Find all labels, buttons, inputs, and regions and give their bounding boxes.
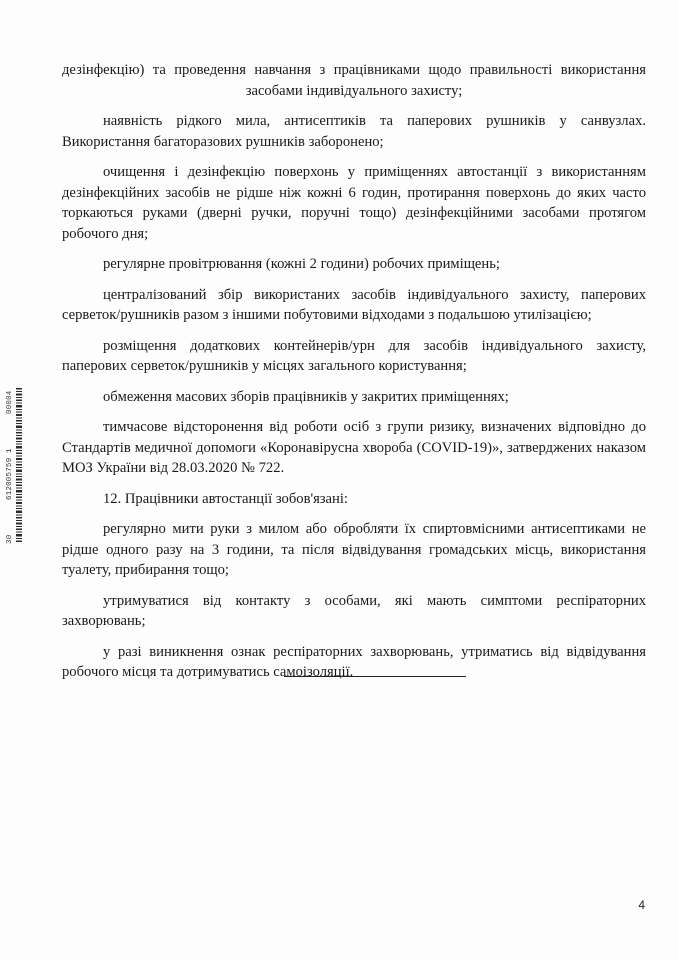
list-item: регулярне провітрювання (кожні 2 години) робочих приміщень; xyxy=(103,256,500,272)
paragraph-continuation: дезінфекцію) та проведення навчання з працівниками щодо правильності використання засобами індивідуального захисту; xyxy=(62,62,646,99)
list-item: очищення і дезінфекцію поверхонь у приміщеннях автостанції з використанням дезінфекційних засобів не рідше ніж кожні 6 годин, протирання поверхонь до яких часто торкаються руками (дверні ручки, поручні тощо) дезінфекційними засобами протягом робочого дня; xyxy=(62,164,646,242)
barcode-number-part: 612005759 1 xyxy=(6,448,14,500)
list-item: наявність рідкого мила, антисептиків та паперових рушників у санвузлах. Використання багаторазових рушників заборонено; xyxy=(62,113,646,150)
barcode-number xyxy=(6,390,22,544)
document-body xyxy=(62,60,646,693)
page-number: 4 xyxy=(638,898,645,912)
signature-line xyxy=(284,676,466,677)
list-item: регулярно мити руки з милом або обробляти їх спиртовмісними антисептиками не рідше одного разу на 3 години, та після відвідування громадських місць, використання туалету, прибирання тощо; xyxy=(62,521,646,578)
barcode-number-part: 00004 xyxy=(6,390,14,414)
list-item: утримуватися від контакту з особами, які мають симптоми респіраторних захворювань; xyxy=(62,592,646,629)
list-item: у разі виникнення ознак респіраторних захворювань, утриматись від відвідування робочого місця та дотримуватись самоізоляції. xyxy=(62,643,646,680)
barcode-number-part: 30 xyxy=(6,534,14,544)
list-item: централізований збір використаних засобів індивідуального захисту, паперових серветок/рушників разом з іншими побутовими відходами з подальшою утилізацією; xyxy=(62,286,646,323)
list-item: тимчасове відсторонення від роботи осіб з групи ризику, визначених відповідно до Стандартів медичної допомоги «Коронавірусна хвороба (COVID-19)», затверджених наказом МОЗ України від 28.03.2020 № 722. xyxy=(62,419,646,476)
list-item: розміщення додаткових контейнерів/урн для засобів індивідуального захисту, паперових серветок/рушників у місцях загального користування; xyxy=(62,337,646,374)
section-heading: 12. Працівники автостанції зобов'язані: xyxy=(103,490,348,507)
list-item: обмеження масових зборів працівників у закритих приміщеннях; xyxy=(103,388,509,405)
